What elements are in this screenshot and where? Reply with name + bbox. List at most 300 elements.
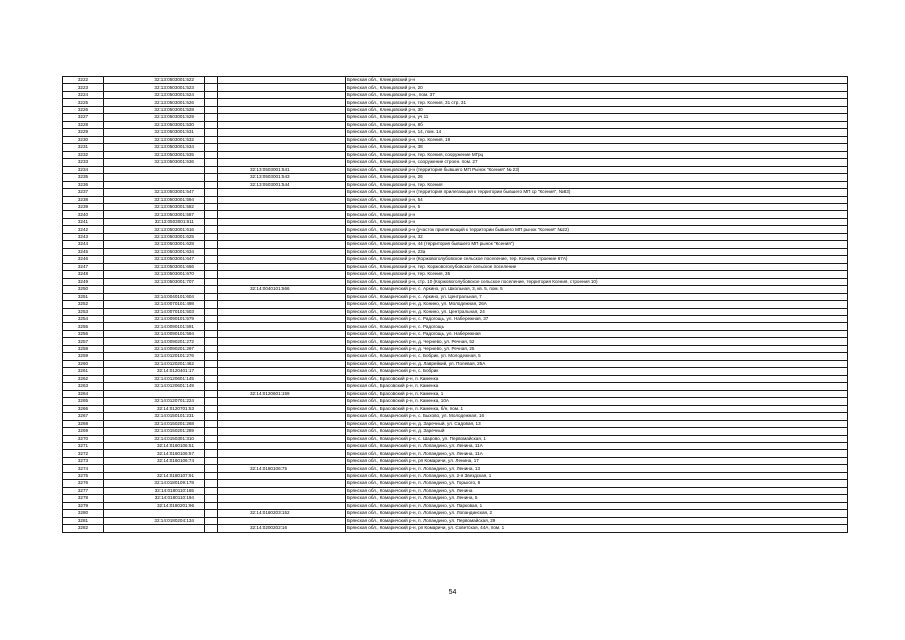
table-row <box>63 330 848 337</box>
spacer-cell <box>205 196 218 203</box>
cadastral-number-alt-cell <box>218 159 346 166</box>
spacer-cell <box>205 293 218 300</box>
row-number-cell: 3268 <box>63 420 104 427</box>
cadastral-number-cell: 32:13:0503001:666 <box>104 263 205 270</box>
cadastral-number-alt-cell <box>218 487 346 494</box>
cadastral-number-alt-cell <box>218 114 346 121</box>
row-number-cell: 3255 <box>63 323 104 330</box>
cadastral-number-alt-cell <box>218 353 346 360</box>
spacer-cell <box>205 420 218 427</box>
table-row <box>63 241 848 248</box>
table-row <box>63 196 848 203</box>
cadastral-number-alt-cell <box>218 517 346 524</box>
cadastral-table <box>62 76 848 533</box>
row-number-cell: 3246 <box>63 256 104 263</box>
address-cell: Брянская обл., Комаричский р-н, д. Чернево, ул. Речная, 52 <box>346 338 848 345</box>
table-row <box>63 144 848 151</box>
row-number-cell: 3230 <box>63 136 104 143</box>
cadastral-number-cell: 32:13:0503001:587 <box>104 211 205 218</box>
cadastral-number-cell: 32:14:0150201:289 <box>104 428 205 435</box>
address-cell: Брянская обл., Комаричский р-н, рп Комаричи, ул. Советская, 44А, пом. 1 <box>346 525 848 532</box>
spacer-cell <box>205 166 218 173</box>
row-number-cell: 3238 <box>63 196 104 203</box>
cadastral-number-alt-cell <box>218 405 346 412</box>
table-row <box>63 106 848 113</box>
address-cell: Брянская обл., Комаричский р-н, п. Лопандино, ул. 2-я Звездская, 1 <box>346 472 848 479</box>
row-number-cell: 3250 <box>63 286 104 293</box>
cadastral-number-cell: 32:14:0180107:91 <box>104 472 205 479</box>
row-number-cell: 3265 <box>63 398 104 405</box>
row-number-cell: 3251 <box>63 293 104 300</box>
spacer-cell <box>205 248 218 255</box>
cadastral-number-alt-cell <box>218 99 346 106</box>
cadastral-number-cell: 32:13:0503001:647 <box>104 256 205 263</box>
address-cell: Брянская обл., Клинцовский р-н, 14, пом. 14 <box>346 129 848 136</box>
cadastral-number-alt-cell <box>218 420 346 427</box>
row-number-cell: 3260 <box>63 360 104 367</box>
address-cell: Брянская обл., Клинцовский р-н, тер. Коржовоголубовское сельское поселение <box>346 263 848 270</box>
cadastral-number-cell: 32:14:0070101:503 <box>104 308 205 315</box>
row-number-cell: 3263 <box>63 383 104 390</box>
cadastral-number-alt-cell <box>218 301 346 308</box>
cadastral-number-alt-cell <box>218 263 346 270</box>
cadastral-number-cell: 32:14:0180109:178 <box>104 480 205 487</box>
row-number-cell: 3267 <box>63 413 104 420</box>
cadastral-number-alt-cell <box>218 241 346 248</box>
row-number-cell: 3232 <box>63 151 104 158</box>
row-number-cell: 3257 <box>63 338 104 345</box>
cadastral-number-alt-cell <box>218 450 346 457</box>
cadastral-number-cell: 32:14:0090201:297 <box>104 345 205 352</box>
table-row <box>63 181 848 188</box>
row-number-cell: 3248 <box>63 271 104 278</box>
cadastral-number-cell: 32:14:0160106:74 <box>104 457 205 464</box>
address-cell: Брянская обл., Комаричский р-н, с. Быхово, ул. Молодежная, 16 <box>346 413 848 420</box>
spacer-cell <box>205 121 218 128</box>
table-row <box>63 405 848 412</box>
cadastral-number-alt-cell <box>218 502 346 509</box>
row-number-cell: 3240 <box>63 211 104 218</box>
address-cell: Брянская обл., Клинцовский р-н, 20 <box>346 84 848 91</box>
row-number-cell: 3245 <box>63 248 104 255</box>
row-number-cell: 3225 <box>63 99 104 106</box>
table-row <box>63 480 848 487</box>
table-row <box>63 428 848 435</box>
cadastral-number-alt-cell <box>218 293 346 300</box>
row-number-cell: 3280 <box>63 510 104 517</box>
row-number-cell: 3266 <box>63 405 104 412</box>
address-cell: Брянская обл., Клинцовский р-н (территория бывшего МП Рынок "Ксения" № 23) <box>346 166 848 173</box>
table-row <box>63 77 848 84</box>
page-number: 54 <box>448 589 457 596</box>
cadastral-number-alt-cell <box>218 233 346 240</box>
row-number-cell: 3224 <box>63 91 104 98</box>
table-row <box>63 383 848 390</box>
row-number-cell: 3242 <box>63 226 104 233</box>
spacer-cell <box>205 465 218 472</box>
address-cell: Брянская обл., Комаричский р-н, с. Бобрик <box>346 368 848 375</box>
table-row <box>63 256 848 263</box>
address-cell: Брянская обл., Комаричский р-н, с. Шарово, ул. Первомайская, 1 <box>346 435 848 442</box>
table-row <box>63 442 848 449</box>
cadastral-number-cell: 32:14:0090101:594 <box>104 330 205 337</box>
cadastral-number-alt-cell <box>218 472 346 479</box>
spacer-cell <box>205 159 218 166</box>
cadastral-number-alt-cell <box>218 338 346 345</box>
cadastral-number-alt-cell <box>218 442 346 449</box>
table-row <box>63 457 848 464</box>
table-row <box>63 84 848 91</box>
cadastral-number-alt-cell <box>218 91 346 98</box>
spacer-cell <box>205 308 218 315</box>
table-row <box>63 233 848 240</box>
cadastral-number-alt-cell <box>218 278 346 285</box>
cadastral-number-alt-cell <box>218 106 346 113</box>
row-number-cell: 3264 <box>63 390 104 397</box>
cadastral-number-alt-cell <box>218 360 346 367</box>
row-number-cell: 3282 <box>63 525 104 532</box>
spacer-cell <box>205 375 218 382</box>
spacer-cell <box>205 450 218 457</box>
cadastral-number-alt-cell <box>218 495 346 502</box>
row-number-cell: 3277 <box>63 487 104 494</box>
cadastral-number-alt-cell <box>218 121 346 128</box>
cadastral-number-alt-cell <box>218 129 346 136</box>
table-row <box>63 159 848 166</box>
spacer-cell <box>205 525 218 532</box>
cadastral-number-alt-cell <box>218 136 346 143</box>
table-row <box>63 487 848 494</box>
cadastral-number-cell: 32:13:0503001:670 <box>104 271 205 278</box>
spacer-cell <box>205 487 218 494</box>
spacer-cell <box>205 189 218 196</box>
cadastral-number-cell <box>104 465 205 472</box>
table-row <box>63 174 848 181</box>
table-row <box>63 353 848 360</box>
spacer-cell <box>205 84 218 91</box>
address-cell: Брянская обл., Клинцовский р-н <box>346 77 848 84</box>
spacer-cell <box>205 136 218 143</box>
spacer-cell <box>205 203 218 210</box>
row-number-cell: 3235 <box>63 174 104 181</box>
table-row <box>63 316 848 323</box>
table-row <box>63 338 848 345</box>
spacer-cell <box>205 218 218 225</box>
cadastral-number-alt-cell: 32:13:0503001:544 <box>218 181 346 188</box>
table-row <box>63 136 848 143</box>
spacer-cell <box>205 151 218 158</box>
spacer-cell <box>205 256 218 263</box>
address-cell: Брянская обл., Комаричский р-н, п. Лопандино, ул. Ленина, 11А <box>346 442 848 449</box>
table-row <box>63 286 848 293</box>
address-cell: Брянская обл., Клинцовский р-н, тер. Ксения <box>346 181 848 188</box>
table-row <box>63 510 848 517</box>
cadastral-number-cell: 32:14:0160106:57 <box>104 450 205 457</box>
spacer-cell <box>205 510 218 517</box>
cadastral-number-alt-cell <box>218 196 346 203</box>
address-cell: Брянская обл., Клинцовский р-н, уч 11 <box>346 114 848 121</box>
spacer-cell <box>205 301 218 308</box>
cadastral-number-cell: 32:14:0120601:145 <box>104 375 205 382</box>
table-row <box>63 525 848 532</box>
spacer-cell <box>205 233 218 240</box>
spacer-cell <box>205 383 218 390</box>
spacer-cell <box>205 144 218 151</box>
cadastral-number-alt-cell: 32:13:0503001:543 <box>218 174 346 181</box>
row-number-cell: 3272 <box>63 450 104 457</box>
table-row <box>63 301 848 308</box>
row-number-cell: 3249 <box>63 278 104 285</box>
spacer-cell <box>205 442 218 449</box>
address-cell: Брянская обл., Клинцовский р-н, 5 <box>346 203 848 210</box>
spacer-cell <box>205 263 218 270</box>
address-cell: Брянская обл., Брасовский р-н, п. Каменка <box>346 375 848 382</box>
cadastral-number-cell: 32:14:0180110:194 <box>104 495 205 502</box>
cadastral-number-alt-cell <box>218 248 346 255</box>
address-cell: Брянская обл., Клинцовский р-н, 30 <box>346 106 848 113</box>
spacer-cell <box>205 495 218 502</box>
row-number-cell: 3269 <box>63 428 104 435</box>
table-row <box>63 114 848 121</box>
table-row <box>63 345 848 352</box>
cadastral-number-alt-cell: 32:14:0040101:566 <box>218 286 346 293</box>
cadastral-number-cell: 32:13:0503001:529 <box>104 114 205 121</box>
address-cell: Брянская обл., Комаричский р-н, д. Чернево, ул. Речная, 25 <box>346 345 848 352</box>
cadastral-number-cell: 32:13:0503001:531 <box>104 129 205 136</box>
address-cell: Брянская обл., Клинцовский р-н, тер. Ксения, 35 <box>346 271 848 278</box>
table-row <box>63 517 848 524</box>
row-number-cell: 3226 <box>63 106 104 113</box>
row-number-cell: 3222 <box>63 77 104 84</box>
cadastral-number-alt-cell <box>218 368 346 375</box>
row-number-cell: 3253 <box>63 308 104 315</box>
spacer-cell <box>205 472 218 479</box>
cadastral-number-cell: 32:13:0503001:536 <box>104 159 205 166</box>
row-number-cell: 3273 <box>63 457 104 464</box>
table-row <box>63 91 848 98</box>
address-cell: Брянская обл., Клинцовский р-н, 8б <box>346 121 848 128</box>
spacer-cell <box>205 360 218 367</box>
table-row <box>63 248 848 255</box>
cadastral-number-cell: 32:14:0120201:462 <box>104 360 205 367</box>
row-number-cell: 3233 <box>63 159 104 166</box>
address-cell: Брянская обл., Комаричский р-н, п. Лопандино, ул. Ленина, 5 <box>346 495 848 502</box>
cadastral-number-cell: 32:13:0503001:528 <box>104 106 205 113</box>
cadastral-number-alt-cell <box>218 218 346 225</box>
row-number-cell: 3281 <box>63 517 104 524</box>
address-cell: Брянская обл., Комаричский р-н, д. Конино, ул. Центральная, 24 <box>346 308 848 315</box>
table-row <box>63 129 848 136</box>
spacer-cell <box>205 405 218 412</box>
table-row <box>63 435 848 442</box>
cadastral-number-alt-cell <box>218 144 346 151</box>
address-cell: Брянская обл., Брасовский р-н, п. Каменка, б/н, пом. 1 <box>346 405 848 412</box>
row-number-cell: 3259 <box>63 353 104 360</box>
cadastral-number-cell: 32:14:0090101:591 <box>104 323 205 330</box>
cadastral-number-cell: 32:13:0503001:523 <box>104 84 205 91</box>
spacer-cell <box>205 353 218 360</box>
spacer-cell <box>205 278 218 285</box>
cadastral-number-cell: 32:13:0503001:547 <box>104 189 205 196</box>
row-number-cell: 3270 <box>63 435 104 442</box>
spacer-cell <box>205 338 218 345</box>
table-row <box>63 203 848 210</box>
cadastral-number-alt-cell <box>218 203 346 210</box>
cadastral-number-cell: 32:13:0503001:532 <box>104 136 205 143</box>
spacer-cell <box>205 211 218 218</box>
table-row <box>63 398 848 405</box>
cadastral-number-cell: 32:13:0503001:616 <box>104 226 205 233</box>
spacer-cell <box>205 502 218 509</box>
cadastral-number-cell: 32:13:0503001:524 <box>104 91 205 98</box>
table-row <box>63 211 848 218</box>
row-number-cell: 3271 <box>63 442 104 449</box>
row-number-cell: 3239 <box>63 203 104 210</box>
table-row <box>63 121 848 128</box>
spacer-cell <box>205 390 218 397</box>
cadastral-number-alt-cell <box>218 84 346 91</box>
address-cell: Брянская обл., Комаричский р-н, с. Радогощь <box>346 323 848 330</box>
table-row <box>63 360 848 367</box>
address-cell: Брянская обл., Комаричский р-н, д. Конино, ул. Молодежная, 26А <box>346 301 848 308</box>
table-row <box>63 263 848 270</box>
row-number-cell: 3236 <box>63 181 104 188</box>
spacer-cell <box>205 480 218 487</box>
row-number-cell: 3237 <box>63 189 104 196</box>
row-number-cell: 3261 <box>63 368 104 375</box>
address-cell: Брянская обл., Клинцовский р-н, тер. Ксения, 31 стр. 31 <box>346 99 848 106</box>
cadastral-number-alt-cell: 32:14:0180106:75 <box>218 465 346 472</box>
address-cell: Брянская обл., Клинцовский р-н (Коржовоголубовское сельское поселение, тер. Ксения, строение 67А) <box>346 256 848 263</box>
spacer-cell <box>205 241 218 248</box>
cadastral-number-alt-cell <box>218 151 346 158</box>
spacer-cell <box>205 77 218 84</box>
table-row <box>63 226 848 233</box>
table-row <box>63 413 848 420</box>
cadastral-number-cell: 32:13:0503001:625 <box>104 233 205 240</box>
cadastral-number-cell: 32:13:0503001:582 <box>104 203 205 210</box>
cadastral-number-alt-cell <box>218 211 346 218</box>
table-row <box>63 450 848 457</box>
cadastral-number-cell: 32:14:0180110:165 <box>104 487 205 494</box>
cadastral-number-cell: 32:14:0120401:17 <box>104 368 205 375</box>
address-cell: Брянская обл., Клинцовский р-н <box>346 218 848 225</box>
cadastral-number-cell: 32:13:0503001:530 <box>104 121 205 128</box>
cadastral-number-cell: 32:13:0503001:628 <box>104 241 205 248</box>
spacer-cell <box>205 398 218 405</box>
row-number-cell: 3254 <box>63 316 104 323</box>
row-number-cell: 3256 <box>63 330 104 337</box>
row-number-cell: 3275 <box>63 472 104 479</box>
address-cell: Брянская обл., Комаричский р-н, д. Заречный <box>346 428 848 435</box>
row-number-cell: 3228 <box>63 121 104 128</box>
address-cell: Брянская обл., Клинцовский р-н, стр. 10 (Коржовоголубовское сельское поселение, территория Ксения, строения 10) <box>346 278 848 285</box>
cadastral-number-alt-cell <box>218 323 346 330</box>
cadastral-number-cell: 32:13:0503001:594 <box>104 196 205 203</box>
spacer-cell <box>205 174 218 181</box>
address-cell: Брянская обл., Клинцовский р-н, 23а <box>346 248 848 255</box>
address-cell: Брянская обл., Клинцовский р-н, 32 <box>346 233 848 240</box>
cadastral-number-alt-cell <box>218 316 346 323</box>
cadastral-number-alt-cell <box>218 435 346 442</box>
row-number-cell: 3244 <box>63 241 104 248</box>
spacer-cell <box>205 316 218 323</box>
table-row <box>63 189 848 196</box>
address-cell: Брянская обл., Клинцовский р-н., пом. 37 <box>346 91 848 98</box>
spacer-cell <box>205 106 218 113</box>
spacer-cell <box>205 435 218 442</box>
table-row <box>63 151 848 158</box>
cadastral-number-cell: 32:14:0180201:96 <box>104 502 205 509</box>
table-row <box>63 166 848 173</box>
cadastral-number-cell: 32:14:0040101:604 <box>104 293 205 300</box>
address-cell: Брянская обл., Комаричский р-н, рп Комаричи, ул. Ленина, 17 <box>346 457 848 464</box>
address-cell: Брянская обл., Клинцовский р-н, 26 <box>346 174 848 181</box>
spacer-cell <box>205 286 218 293</box>
table-row <box>63 323 848 330</box>
table-row <box>63 472 848 479</box>
row-number-cell: 3278 <box>63 495 104 502</box>
address-cell: Брянская обл., Комаричский р-н, п. Лопандино, ул. Лопандинская, 2 <box>346 510 848 517</box>
cadastral-number-cell: 32:14:0090201:272 <box>104 338 205 345</box>
cadastral-number-cell <box>104 181 205 188</box>
address-cell: Брянская обл., Комаричский р-н, с. Аркино, ул. Центральная, 7 <box>346 293 848 300</box>
cadastral-number-alt-cell <box>218 413 346 420</box>
cadastral-number-alt-cell: 32:14:0200202:16 <box>218 525 346 532</box>
address-cell: Брянская обл., Брасовский р-н, п. Каменка, 10А <box>346 398 848 405</box>
spacer-cell <box>205 323 218 330</box>
address-cell: Брянская обл., Клинцовский р-н (участок прилегающий к территории бывшего МП рынок "Ксения" №22) <box>346 226 848 233</box>
spacer-cell <box>205 129 218 136</box>
cadastral-number-alt-cell <box>218 457 346 464</box>
address-cell: Брянская обл., Комаричский р-н, п. Лопандино, ул. Ленина <box>346 487 848 494</box>
cadastral-number-cell <box>104 166 205 173</box>
address-cell: Брянская обл., Комаричский р-н, п. Лопандино, ул. Первомайская, 29 <box>346 517 848 524</box>
cadastral-number-cell <box>104 174 205 181</box>
row-number-cell: 3262 <box>63 375 104 382</box>
address-cell: Брянская обл., Клинцовский р-н (территория прилегающая к территории бывшего МП ср "Ксения", №83) <box>346 189 848 196</box>
address-cell: Брянская обл., Клинцовский р-н <box>346 211 848 218</box>
spacer-cell <box>205 114 218 121</box>
cadastral-number-cell: 32:13:0503001:707 <box>104 278 205 285</box>
spacer-cell <box>205 99 218 106</box>
row-number-cell: 3279 <box>63 502 104 509</box>
spacer-cell <box>205 413 218 420</box>
cadastral-number-alt-cell <box>218 428 346 435</box>
cadastral-number-cell: 32:14:0120701:224 <box>104 398 205 405</box>
address-cell: Брянская обл., Комаричский р-н, п. Лопандино, ул. Ленина, 11А <box>346 450 848 457</box>
address-cell: Брянская обл., Клинцовский р-н, тер. Ксения, сооружение МГрц <box>346 151 848 158</box>
address-cell: Брянская обл., Клинцовский р-н, 44 (территория бывшего МП рынок "Ксения") <box>346 241 848 248</box>
cadastral-number-cell: 32:13:0503001:611 <box>104 218 205 225</box>
cadastral-number-alt-cell <box>218 480 346 487</box>
address-cell: Брянская обл., Клинцовский р-н, 54 <box>346 196 848 203</box>
cadastral-number-cell: 32:14:0180204:134 <box>104 517 205 524</box>
address-cell: Брянская обл., Комаричский р-н, с. Аркино, ул. Школьная, 3, кв. 5, пом. 5 <box>346 286 848 293</box>
cadastral-number-cell: 32:13:0503001:534 <box>104 144 205 151</box>
spacer-cell <box>205 368 218 375</box>
cadastral-number-alt-cell <box>218 271 346 278</box>
row-number-cell: 3243 <box>63 233 104 240</box>
cadastral-number-cell: 32:13:0503001:634 <box>104 248 205 255</box>
address-cell: Брянская обл., Клинцовский р-н, 38 <box>346 144 848 151</box>
row-number-cell: 3241 <box>63 218 104 225</box>
address-cell: Брянская обл., Комаричский р-н, с. Радогощь, ул. Набережная, 37 <box>346 316 848 323</box>
cadastral-number-cell <box>104 510 205 517</box>
cadastral-number-alt-cell <box>218 77 346 84</box>
row-number-cell: 3223 <box>63 84 104 91</box>
spacer-cell <box>205 330 218 337</box>
